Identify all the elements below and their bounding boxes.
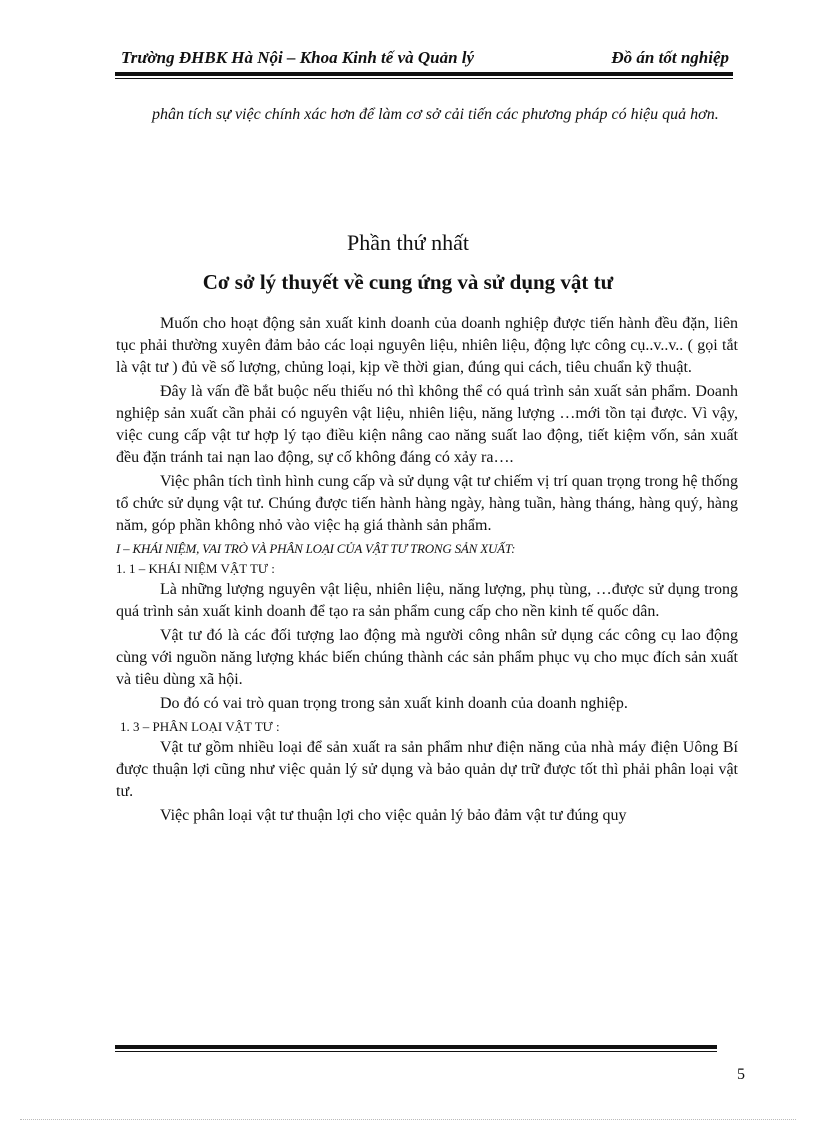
paragraph: Vật tư đó là các đối tượng lao động mà người công nhân sử dụng các công cụ lao động cùng với nguồn năng lượng khác biến chúng thành các sản phẩm phục vụ cho mục đích sản xuất và tiêu dùng xã hội.	[116, 627, 738, 688]
page-number: 5	[737, 1066, 745, 1083]
paragraph: Muốn cho hoạt động sản xuất kinh doanh của doanh nghiệp được tiến hành đều đặn, liên tục phải thường xuyên đảm bảo các loại nguyên liệu, nhiên liệu, động lực công cụ..v..v.. ( gọi tắt là vật tư ) đủ về số lượng, chủng loại, kịp về thời gian, đúng qui cách, tiêu chuẩn kỹ thuật.	[116, 315, 738, 376]
chapter-title: Cơ sở lý thuyết về cung ứng và sử dụng vật tư	[202, 270, 614, 294]
subsection-heading: 1. 1 – KHÁI NIỆM VẬT TƯ :	[116, 561, 275, 576]
header-rule-thin	[115, 78, 733, 79]
body-text	[116, 313, 738, 829]
paragraph: Việc phân loại vật tư thuận lợi cho việc quản lý bảo đảm vật tư đúng quy	[160, 807, 627, 824]
paragraph: Việc phân tích tình hình cung cấp và sử dụng vật tư chiếm vị trí quan trọng trong hệ thống tổ chức sử dụng vật tư. Chúng được tiến hành hàng ngày, hàng tuần, hàng tháng, hàng quý, hàng năm, góp phần không nhỏ vào việc hạ giá thành sản phẩm.	[116, 473, 738, 534]
paragraph: Đây là vấn đề bắt buộc nếu thiếu nó thì không thể có quá trình sản xuất sản phẩm. Doanh nghiệp sản xuất cần phải có nguyên vật liệu, nhiên liệu, năng lượng …mới tồn tại được. Vì vậy, việc cung cấp vật tư hợp lý tạo điều kiện nâng cao năng suất lao động, tiết kiệm vốn, sản xuất đều đặn tránh tai nạn lao động, sự cố không đáng có xảy ra….	[116, 383, 738, 466]
footer-rule-thick	[115, 1045, 717, 1049]
page-header	[115, 44, 733, 74]
footer-rule-thin	[115, 1051, 717, 1052]
part-title: Phần thứ nhất	[347, 230, 469, 255]
header-rule-thick	[115, 72, 733, 76]
intro-paragraph: phân tích sự việc chính xác hơn để làm cơ sở cải tiến các phương pháp có hiệu quả hơn.	[152, 106, 719, 123]
paragraph: Vật tư gồm nhiều loại để sản xuất ra sản phẩm như điện năng của nhà máy điện Uông Bí được thuận lợi cũng như việc quản lý sử dụng và bảo quản dự trữ được tốt thì phải phân loại vật tư.	[116, 739, 738, 800]
header-document-type: Đồ án tốt nghiệp	[611, 48, 729, 67]
page-bottom-dotted-border	[20, 1119, 796, 1120]
header-institution: Trường ĐHBK Hà Nội – Khoa Kinh tế và Quản lý	[121, 48, 475, 67]
paragraph: Là những lượng nguyên vật liệu, nhiên liệu, năng lượng, phụ tùng, …được sử dụng trong quá trình sản xuất kinh doanh để tạo ra sản phẩm cung cấp cho nền kinh tế quốc dân.	[116, 581, 738, 620]
paragraph: Do đó có vai trò quan trọng trong sản xuất kinh doanh của doanh nghiệp.	[160, 695, 628, 712]
subsection-heading: 1. 3 – PHÂN LOẠI VẬT TƯ :	[120, 719, 280, 734]
section-heading: I – KHÁI NIỆM, VAI TRÒ VÀ PHÂN LOẠI CỦA VẬT TƯ TRONG SẢN XUẤT:	[116, 541, 516, 556]
